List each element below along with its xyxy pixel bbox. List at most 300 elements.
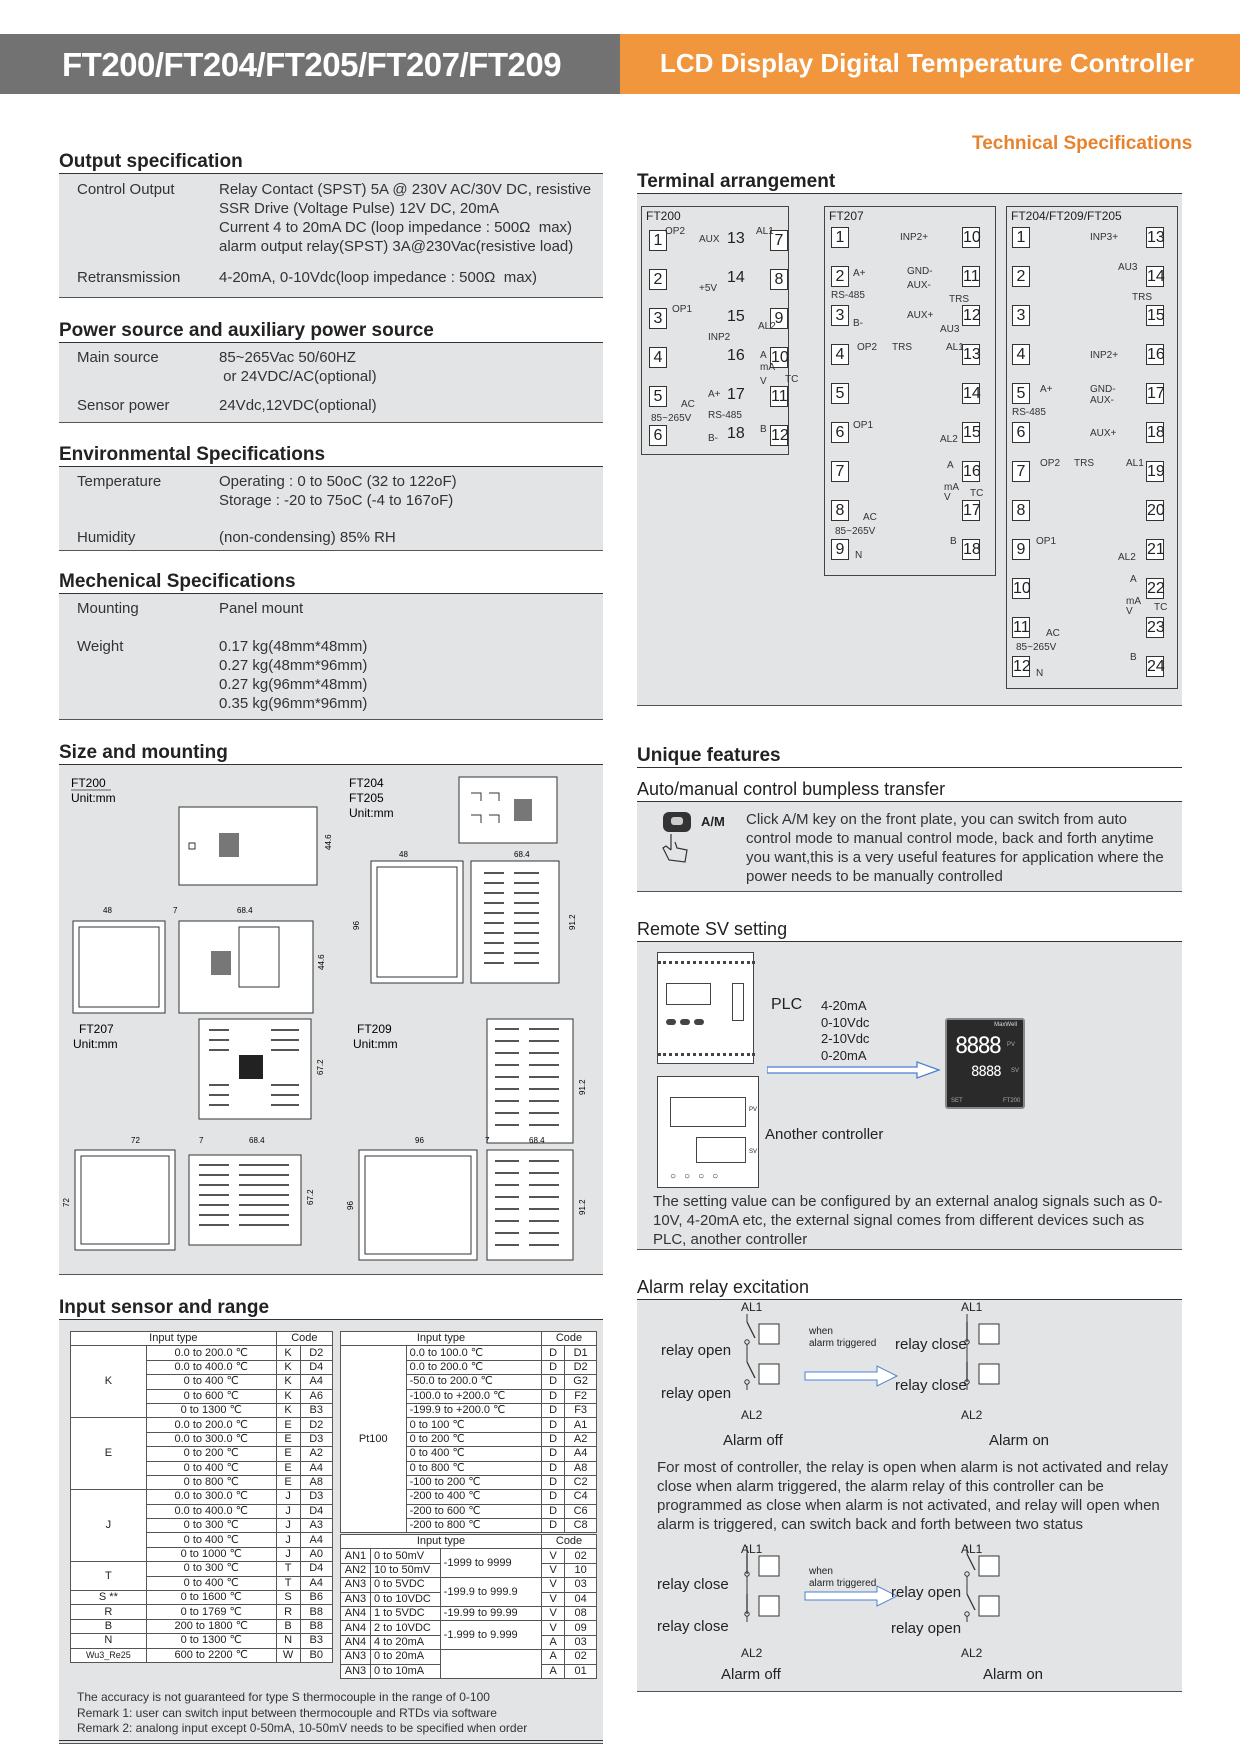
size-unit: Unit:mm	[353, 1037, 398, 1051]
terminal-label: AC	[1046, 628, 1060, 639]
terminal-label: AUX	[699, 234, 720, 245]
terminal-24: 24	[1147, 658, 1165, 675]
code-cell: A4	[300, 1533, 333, 1547]
size-model-ft200: FT200	[71, 776, 106, 790]
code-cell: A6	[300, 1389, 333, 1403]
terminal-label: AUX+	[1090, 428, 1117, 439]
terminal-label: AL2	[940, 434, 958, 445]
sensor-type: R	[71, 1605, 147, 1619]
range-cell: 0.0 to 400.0 ℃	[146, 1360, 276, 1374]
range-cell: 0 to 100 ℃	[406, 1418, 541, 1432]
range-cell: 0 to 1300 ℃	[146, 1634, 276, 1648]
alarm-off-label: Alarm off	[723, 1432, 783, 1449]
alarm-on-label: Alarm on	[989, 1432, 1050, 1449]
terminal-11: 11	[771, 388, 788, 405]
range-cell: -200 to 600 ℃	[406, 1504, 541, 1518]
terminal-label: TRS	[1074, 458, 1094, 469]
analog-input: 0 to 10VDC	[370, 1592, 440, 1606]
code-cell: 01	[565, 1664, 597, 1678]
terminal-9: 9	[1012, 539, 1030, 560]
sensor-type: Pt100	[341, 1346, 407, 1533]
code-letter: D	[541, 1360, 564, 1374]
remark-0: The accuracy is not guaranteed for type S thermocouple in the range of 0-100	[77, 1690, 490, 1704]
range-cell: -100.0 to +200.0 ℃	[406, 1389, 541, 1403]
dim-label: 67.2	[306, 1189, 315, 1205]
analog-id: AN2	[341, 1563, 371, 1577]
code-letter: J	[276, 1504, 300, 1518]
code-letter: W	[276, 1648, 300, 1662]
terminal-2: 2	[1012, 266, 1030, 287]
spec-value: 4-20mA, 0-10Vdc(loop impedance : 500Ω max)	[219, 269, 538, 286]
sensor-type: Wu3_Re25	[71, 1648, 147, 1662]
another-controller-label: Another controller	[765, 1126, 884, 1143]
code-cell: D2	[565, 1360, 597, 1374]
signal-arrow	[767, 1060, 947, 1080]
terminal-label: AL2	[758, 321, 776, 332]
code-cell: 04	[565, 1592, 597, 1606]
terminal-label: AC	[681, 399, 695, 410]
header-product: LCD Display Digital Temperature Controller	[620, 34, 1240, 94]
relay-open-label: relay open	[891, 1620, 962, 1637]
col-header: Code	[541, 1332, 596, 1346]
col-header: Code	[276, 1332, 332, 1346]
code-letter: J	[276, 1547, 300, 1561]
model-label: FT200	[1003, 1098, 1021, 1104]
spec-value: 85~265Vac 50/60HZ or 24VDC/AC(optional)	[219, 349, 377, 385]
analog-id: AN4	[341, 1606, 371, 1620]
al1-label: AL1	[961, 1300, 983, 1314]
terminal-6: 6	[1012, 422, 1030, 443]
code-cell: C2	[565, 1475, 597, 1489]
input-title: Input sensor and range	[59, 1297, 270, 1318]
code-cell: A4	[300, 1461, 333, 1475]
terminal-label: TC	[1154, 602, 1168, 613]
display-range: -1999 to 9999	[440, 1549, 541, 1578]
dimension-drawings	[59, 765, 603, 1275]
table-row	[341, 1650, 597, 1664]
code-cell: 08	[565, 1606, 597, 1620]
hand-pointer-icon	[657, 832, 697, 872]
terminal-label: A+	[708, 389, 721, 400]
code-cell: B0	[300, 1648, 333, 1662]
signal-list: 4-20mA 0-10Vdc 2-10Vdc 0-20mA	[821, 998, 870, 1063]
sensor-type: K	[71, 1346, 147, 1418]
terminal-title: Terminal arrangement	[637, 171, 836, 192]
terminal-label: OP2	[1040, 458, 1061, 469]
terminal-10: 10	[1013, 580, 1031, 597]
terminal-label: N	[855, 550, 863, 561]
code-letter: V	[542, 1592, 565, 1606]
relay-open-label: relay open	[661, 1342, 732, 1359]
code-cell: A2	[300, 1447, 333, 1461]
terminal-label: AL1	[946, 342, 964, 353]
display-range	[440, 1650, 541, 1679]
code-letter: K	[276, 1375, 300, 1389]
alarm-title: Alarm relay excitation	[637, 1277, 810, 1297]
code-letter: D	[541, 1461, 564, 1475]
terminal-22: 22	[1147, 580, 1165, 597]
terminal-label: B-	[708, 433, 718, 444]
terminal-6: 6	[649, 425, 667, 446]
table-row	[341, 1621, 597, 1635]
remark-2: Remark 2: analong input except 0-50mA, 10-50mV needs to be specified when order	[77, 1721, 528, 1735]
plc-device	[657, 952, 754, 1064]
terminal-label: AUX+	[907, 310, 934, 321]
code-cell: A4	[300, 1576, 333, 1590]
am-panel	[637, 802, 1182, 892]
code-letter: A	[542, 1650, 565, 1664]
environment-panel	[59, 467, 603, 551]
analog-id: AN3	[341, 1578, 371, 1592]
code-letter: K	[276, 1389, 300, 1403]
table-row	[71, 1605, 333, 1619]
terminal-label: AU3	[1118, 262, 1138, 273]
analog-id: AN4	[341, 1621, 371, 1635]
code-letter: J	[276, 1490, 300, 1504]
code-cell: D2	[300, 1418, 333, 1432]
code-letter: A	[542, 1664, 565, 1678]
analog-input: 10 to 50mV	[370, 1563, 440, 1577]
range-cell: 0 to 300 ℃	[146, 1562, 276, 1576]
terminal-label: AC	[863, 512, 877, 523]
alarm-on-label: Alarm on	[983, 1666, 1044, 1683]
spec-key: Retransmission	[77, 269, 181, 286]
size-unit: Unit:mm	[73, 1037, 118, 1051]
sensor-type: J	[71, 1490, 147, 1562]
terminal-2: 2	[831, 266, 849, 287]
analog-id: AN3	[341, 1592, 371, 1606]
spec-value: Relay Contact (SPST) 5A @ 230V AC/30V DC, resistive SSR Drive (Voltage Pulse) 12V DC, 20mA Current 4 to 20mA DC (loop impedance : 500Ω max) alarm output relay(SPST) 3A@230Vac(resistive load)	[219, 181, 592, 255]
code-cell: B8	[300, 1605, 333, 1619]
set-label: SET	[951, 1098, 963, 1104]
analog-input: 0 to 50mV	[370, 1549, 440, 1563]
code-letter: J	[276, 1519, 300, 1533]
terminal-3: 3	[1012, 305, 1030, 326]
size-model-ft209: FT209	[357, 1022, 392, 1036]
sensor-type: B	[71, 1619, 147, 1633]
spec-key: Main source	[77, 349, 159, 366]
range-cell: 0 to 1000 ℃	[146, 1547, 276, 1561]
code-letter: V	[542, 1549, 565, 1563]
range-cell: 0 to 200 ℃	[146, 1447, 276, 1461]
terminal-label: AL1	[1126, 458, 1144, 469]
ft200-controller-image: MaxWell 8888 PV 8888 SV SET FT200	[945, 1018, 1025, 1109]
terminal-1: 1	[1012, 227, 1030, 248]
code-letter: D	[541, 1447, 564, 1461]
terminal-label: TRS	[1132, 292, 1152, 303]
sv-label: SV	[749, 1149, 758, 1155]
range-cell: 0 to 300 ℃	[146, 1519, 276, 1533]
display-range: -1.999 to 9.999	[440, 1621, 541, 1650]
dim-label: 7	[199, 1136, 204, 1145]
relay-open-label: relay open	[891, 1584, 962, 1601]
spec-value: Panel mount	[219, 600, 304, 617]
code-cell: D4	[300, 1562, 333, 1576]
terminal-label: GND-	[907, 266, 933, 277]
terminal-20: 20	[1147, 502, 1165, 519]
spec-key: Humidity	[77, 529, 136, 546]
am-key-icon	[663, 812, 691, 832]
alarm-diagram-top	[637, 1300, 1182, 1450]
dim-label: 96	[346, 1201, 355, 1210]
terminal-18: 18	[1147, 424, 1165, 441]
table-row	[71, 1591, 333, 1605]
code-cell: 03	[565, 1635, 597, 1649]
range-cell: 0 to 200 ℃	[406, 1432, 541, 1446]
code-cell: 03	[565, 1578, 597, 1592]
terminal-label: GND-	[1090, 384, 1116, 395]
code-letter: V	[542, 1563, 565, 1577]
terminal-7: 7	[831, 461, 849, 482]
terminal-label: V	[944, 492, 951, 503]
range-cell: 0 to 1769 ℃	[146, 1605, 276, 1619]
size-panel	[59, 765, 603, 1275]
dim-label: 44.6	[317, 954, 326, 970]
code-letter: J	[276, 1533, 300, 1547]
am-text: Click A/M key on the front plate, you can switch from auto control mode to manual control mode, back and forth anytime you want,this is a very useful features for application where the power needs to be manually controlled	[746, 811, 1164, 885]
terminal-1: 1	[831, 227, 849, 248]
terminal-label: A	[1130, 574, 1137, 585]
range-cell: 0 to 800 ℃	[406, 1461, 541, 1475]
code-letter: D	[541, 1418, 564, 1432]
col-header: Input type	[71, 1332, 277, 1346]
table-row	[71, 1562, 333, 1576]
power-panel	[59, 343, 603, 423]
terminal-17: 17	[963, 502, 981, 519]
terminal-label: INP3+	[1090, 232, 1119, 243]
code-letter: D	[541, 1490, 564, 1504]
range-cell: 0 to 400 ℃	[146, 1461, 276, 1475]
code-letter: D	[541, 1403, 564, 1417]
code-cell: B8	[300, 1619, 333, 1633]
table-row	[341, 1606, 597, 1620]
code-cell: D1	[565, 1346, 597, 1360]
al2-label: AL2	[961, 1408, 983, 1422]
sensor-type: E	[71, 1418, 147, 1490]
am-title: Auto/manual control bumpless transfer	[637, 779, 946, 799]
code-letter: D	[541, 1504, 564, 1518]
terminal-21: 21	[1147, 541, 1165, 558]
code-cell: F2	[565, 1389, 597, 1403]
terminal-4: 4	[649, 347, 667, 368]
terminal-label: AL2	[1118, 552, 1136, 563]
terminal-label: AU3	[940, 324, 960, 335]
code-letter: T	[276, 1576, 300, 1590]
range-cell: 0.0 to 200.0 ℃	[406, 1360, 541, 1374]
range-cell: 0 to 400 ℃	[146, 1375, 276, 1389]
range-cell: 0 to 800 ℃	[146, 1475, 276, 1489]
code-letter: E	[276, 1418, 300, 1432]
terminal-label: OP1	[853, 420, 874, 431]
terminal-6: 6	[831, 422, 849, 443]
range-cell: -200 to 800 ℃	[406, 1519, 541, 1533]
terminal-label: OP1	[672, 304, 693, 315]
code-letter: S	[276, 1591, 300, 1605]
terminal-2: 2	[649, 269, 667, 290]
code-cell: B3	[300, 1634, 333, 1648]
terminal-label: +5V	[699, 283, 718, 294]
terminal-label: OP1	[1036, 536, 1057, 547]
terminal-9: 9	[831, 539, 849, 560]
when-label: when alarm triggered	[809, 1566, 877, 1589]
terminal-7: 7	[770, 230, 788, 251]
terminal-13: 13	[963, 346, 981, 363]
dim-label: 68.4	[514, 850, 530, 859]
terminal-label: A+	[853, 268, 866, 279]
range-cell: 0 to 400 ℃	[146, 1576, 276, 1590]
terminal-18: 18	[727, 425, 745, 442]
code-letter: D	[541, 1432, 564, 1446]
thermocouple-table	[70, 1331, 333, 1663]
output-title: Output specification	[59, 151, 243, 172]
dim-label: 72	[62, 1198, 71, 1207]
code-letter: E	[276, 1432, 300, 1446]
range-cell: 0 to 1300 ℃	[146, 1403, 276, 1417]
table-row	[71, 1418, 333, 1432]
remote-text: The setting value can be configured by an external analog signals such as 0-10V, 4-20mA etc, the external signal comes from different devices such as PLC, another controller	[653, 1193, 1163, 1248]
alarm-diagram-bottom	[637, 1532, 1182, 1682]
code-cell: 09	[565, 1621, 597, 1635]
terminal-label: INP2+	[900, 232, 929, 243]
code-letter: T	[276, 1562, 300, 1576]
terminal-13: 13	[1147, 229, 1165, 246]
terminal-label: A	[947, 460, 954, 471]
code-letter: E	[276, 1461, 300, 1475]
terminal-label: mA	[1126, 596, 1141, 607]
dim-label: 96	[415, 1136, 424, 1145]
code-letter: D	[541, 1519, 564, 1533]
terminal-18: 18	[963, 541, 981, 558]
analog-id: AN1	[341, 1549, 371, 1563]
relay-close-label: relay close	[895, 1377, 967, 1394]
mechanical-title: Mechenical Specifications	[59, 571, 296, 592]
terminal-11: 11	[1013, 619, 1030, 636]
size-title: Size and mounting	[59, 742, 228, 763]
terminal-label: INP2+	[1090, 350, 1119, 361]
range-cell: 0 to 1600 ℃	[146, 1591, 276, 1605]
terminal-12: 12	[771, 427, 789, 444]
size-model-ft205: FT205	[349, 791, 384, 805]
terminal-13: 13	[727, 230, 745, 247]
dim-label: 72	[131, 1136, 140, 1145]
range-cell: 0.0 to 400.0 ℃	[146, 1504, 276, 1518]
terminal-label: mA	[760, 362, 775, 373]
terminal-1: 1	[649, 230, 667, 251]
terminal-17: 17	[727, 386, 745, 403]
code-cell: D2	[300, 1346, 333, 1360]
range-cell: 0 to 600 ℃	[146, 1389, 276, 1403]
code-cell: B3	[300, 1403, 333, 1417]
terminal-15: 15	[1147, 307, 1165, 324]
code-letter: V	[542, 1621, 565, 1635]
range-cell: 0.0 to 200.0 ℃	[146, 1418, 276, 1432]
al1-label: AL1	[741, 1300, 763, 1314]
col-header: Input type	[341, 1332, 542, 1346]
code-letter: E	[276, 1475, 300, 1489]
sensor-type: N	[71, 1634, 147, 1648]
terminal-4: 4	[831, 344, 849, 365]
plc-label: PLC	[771, 996, 803, 1013]
pv-label: PV	[1007, 1042, 1016, 1048]
display-range: -199.9 to 999.9	[440, 1578, 541, 1607]
code-letter: D	[541, 1389, 564, 1403]
al2-label: AL2	[741, 1646, 763, 1660]
terminal-15: 15	[727, 308, 745, 325]
terminal-12: 12	[1013, 658, 1031, 675]
spec-key: Control Output	[77, 181, 175, 198]
rtd-table	[340, 1331, 597, 1533]
range-cell: 0 to 400 ℃	[406, 1447, 541, 1461]
terminal-5: 5	[649, 386, 667, 407]
analog-input: 1 to 5VDC	[370, 1606, 440, 1620]
al1-label: AL1	[961, 1542, 983, 1556]
analog-id: AN3	[341, 1664, 371, 1678]
range-cell: -50.0 to 200.0 ℃	[406, 1375, 541, 1389]
code-cell: A4	[300, 1375, 333, 1389]
code-cell: A1	[565, 1418, 597, 1432]
range-cell: -100 to 200 ℃	[406, 1475, 541, 1489]
table-row	[71, 1648, 333, 1662]
code-cell: C6	[565, 1504, 597, 1518]
table-row	[341, 1578, 597, 1592]
table-row	[341, 1549, 597, 1563]
terminal-label: 85~265V	[1016, 642, 1057, 653]
range-cell: 0.0 to 300.0 ℃	[146, 1490, 276, 1504]
code-cell: D4	[300, 1360, 333, 1374]
another-controller-device: PV SV ○○○○	[657, 1076, 759, 1188]
code-cell: D4	[300, 1504, 333, 1518]
code-letter: E	[276, 1447, 300, 1461]
analog-input: 0 to 10mA	[370, 1664, 440, 1678]
remote-title: Remote SV setting	[637, 919, 788, 939]
code-cell: B6	[300, 1591, 333, 1605]
terminal-11: 11	[963, 268, 980, 285]
terminal-label: B	[1130, 652, 1137, 663]
spec-key: Sensor power	[77, 397, 170, 414]
alarm-panel	[637, 1300, 1182, 1692]
analog-table	[340, 1534, 597, 1679]
analog-input: 4 to 20mA	[370, 1635, 440, 1649]
dim-label: 96	[352, 921, 361, 930]
code-letter: A	[542, 1635, 565, 1649]
spec-key: Weight	[77, 638, 124, 655]
pv-label: PV	[749, 1107, 758, 1113]
code-cell: A0	[300, 1547, 333, 1561]
terminal-14: 14	[1147, 268, 1165, 285]
analog-input: 2 to 10VDC	[370, 1621, 440, 1635]
terminal-label: A	[760, 350, 767, 361]
terminal-label: AUX-	[1090, 395, 1114, 406]
terminal-5: 5	[831, 383, 849, 404]
code-letter: N	[276, 1634, 300, 1648]
range-cell: 0.0 to 100.0 ℃	[406, 1346, 541, 1360]
terminal-8: 8	[831, 500, 849, 521]
sensor-type: S **	[71, 1591, 147, 1605]
table-row	[341, 1346, 597, 1360]
analog-id: AN4	[341, 1635, 371, 1649]
size-unit: Unit:mm	[71, 791, 116, 805]
col-header: Code	[542, 1535, 597, 1549]
dim-label: 68.4	[529, 1136, 545, 1145]
range-cell: 0.0 to 300.0 ℃	[146, 1432, 276, 1446]
terminal-3: 3	[831, 305, 849, 326]
terminal-label: OP2	[665, 226, 686, 237]
spec-value: 0.17 kg(48mm*48mm) 0.27 kg(48mm*96mm) 0.27 kg(96mm*48mm) 0.35 kg(96mm*96mm)	[219, 638, 368, 712]
code-cell: D3	[300, 1490, 333, 1504]
terminal-label: INP2	[708, 332, 731, 343]
code-cell: F3	[565, 1403, 597, 1417]
dim-label: 91.2	[568, 914, 577, 930]
